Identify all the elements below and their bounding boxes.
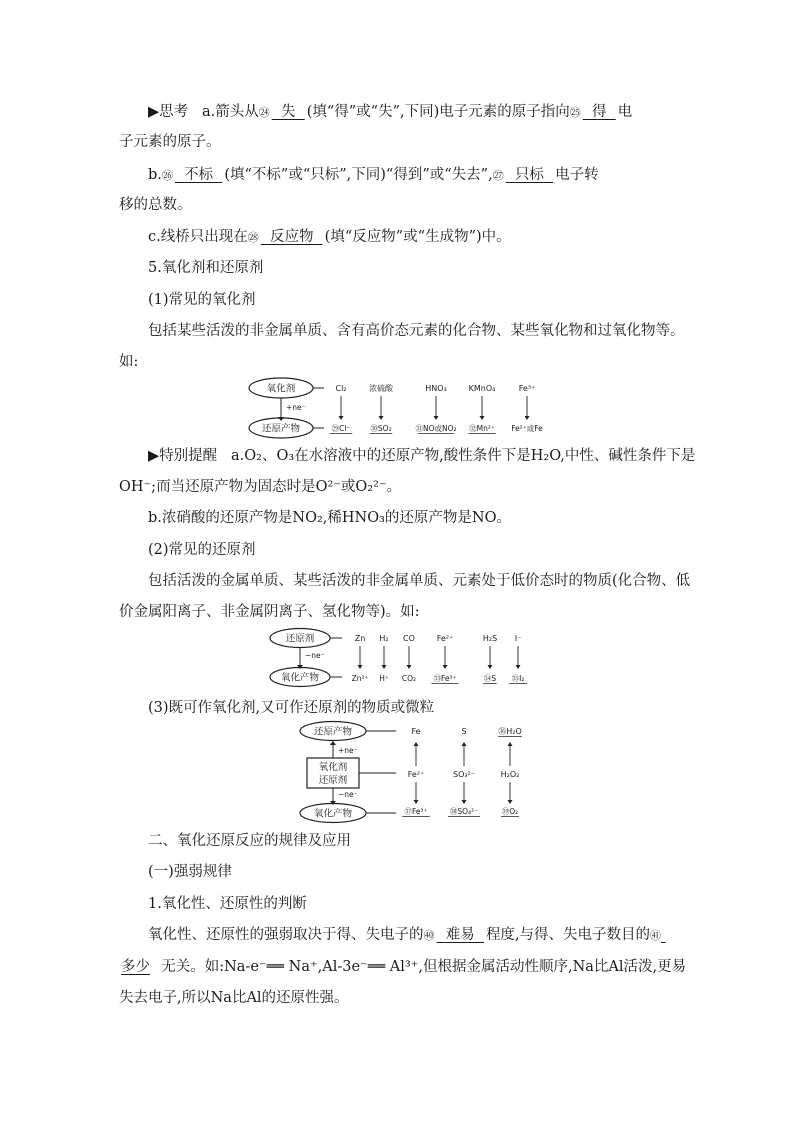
think-line-b-cont: 移的总数。	[119, 197, 192, 213]
part2-item1: 1.氧化性、还原性的判断	[148, 896, 307, 912]
think-a-prefix: a.箭头从	[201, 104, 259, 120]
tip-label: ▶特别提醒	[148, 448, 218, 464]
tip-line-b: b.浓硝酸的还原产物是NO₂,稀HNO₃的还原产物是NO。	[148, 510, 511, 526]
reductant-item: H₂S	[482, 634, 498, 643]
blank-number: ㊵	[423, 929, 435, 942]
arrow-head	[508, 742, 513, 746]
arrow-label: −ne⁻	[305, 651, 325, 660]
section5-p1b: 如:	[119, 354, 139, 370]
oxidant-diagram	[246, 376, 566, 440]
tip-line-a	[148, 446, 695, 466]
part2-title: 二、氧化还原反应的规律及应用	[148, 833, 351, 849]
oxidation-product-item: CO₂	[401, 674, 417, 683]
box-line1: 氧化剂	[318, 762, 348, 773]
arrow-head	[414, 742, 419, 746]
section5-sub2: (2)常见的还原剂	[148, 542, 256, 558]
reductant-item: I⁻	[514, 634, 522, 643]
think-line-b	[148, 165, 599, 186]
part2-p2-suffix: 无关。如:Na-e⁻══ Na⁺,Al-3e⁻══ Al³⁺,但根据金属活动性顺序,Na比Al活泼,更易	[161, 959, 687, 975]
oxidation-product-item: ㊲Fe³⁺	[404, 807, 428, 816]
think-a-suffix: 电	[617, 104, 633, 120]
section5-p2a: 包括活泼的金属单质、某些活泼的非金属单质、元素处于低价态时的物质(化合物、低	[148, 573, 691, 589]
oxidant-item: 浓硫酸	[369, 384, 393, 393]
answer-24: 失	[280, 104, 296, 120]
section5-p1a: 包括某些活泼的非金属单质、含有高价态元素的化合物、某些氧化物和过氧化物等。	[148, 323, 685, 339]
oxidation-product-item: ㊳SO₄²⁻	[449, 807, 479, 816]
oxidation-product-item: H⁺	[379, 674, 389, 683]
oxidation-product-item: Zn²⁺	[351, 674, 369, 683]
answer-25: 得	[591, 104, 607, 120]
oxidation-product-item: ㉞S	[483, 674, 497, 683]
oxidant-item: HNO₃	[425, 384, 447, 393]
arrow-head	[516, 665, 521, 669]
think-line-c	[148, 227, 511, 248]
arrow-head	[382, 665, 387, 669]
blank-number: ㉖	[161, 169, 173, 182]
think-label: ▶思考	[148, 104, 189, 120]
think-line-a-cont: 子元素的原子。	[119, 134, 221, 150]
oval-reduction-product-label: 还原产物	[313, 726, 353, 738]
reductant-item: H₂	[379, 634, 389, 643]
reductant-item: Zn	[354, 634, 366, 643]
think-b-prefix: b.	[148, 167, 162, 183]
part2-line1	[148, 925, 666, 946]
box-line2: 还原剂	[318, 775, 348, 786]
part2-p-mid: 程度,与得、失电子数目的	[485, 927, 651, 943]
label-down: −ne⁻	[338, 790, 358, 799]
oval-oxidation-product-label: 氧化产物	[313, 808, 353, 820]
oval-reduction-product-label: 还原产物	[261, 423, 301, 435]
reduction-product-item: Fe²⁺或Fe	[511, 424, 543, 433]
think-line-a	[148, 102, 632, 123]
blank-number: ㉕	[569, 106, 581, 119]
oxidation-product-item: ㊴O₂	[501, 807, 519, 816]
reduction-product-item: ㊱H₂O	[498, 727, 522, 736]
arrow-head	[434, 416, 439, 420]
section5-sub3: (3)既可作氧化剂,又可作还原剂的物质或微粒	[148, 700, 435, 716]
oxidant-item: Fe³⁺	[518, 384, 536, 393]
arrow-head	[407, 665, 412, 669]
think-a-mid: (填“得”或“失”,下同)电子元素的原子指向	[306, 104, 570, 120]
arrow-label: +ne⁻	[286, 403, 306, 412]
section5-p2b: 价金属阳离子、非金属阴离子、氢化物等)。如:	[119, 604, 420, 620]
answer-28: 反应物	[269, 229, 314, 245]
arrow-head	[462, 742, 467, 746]
arrow-head	[443, 665, 448, 669]
part2-p-prefix: 氧化性、还原性的强弱取决于得、失电子的	[148, 927, 424, 943]
answer-41: 多少	[121, 959, 150, 975]
oval-oxidant-label: 氧化剂	[266, 383, 296, 395]
dual-role-item: H₂O₂	[500, 770, 520, 779]
oval-oxidation-product-label: 氧化产物	[280, 672, 320, 684]
section5-title: 5.氧化剂和还原剂	[148, 260, 264, 276]
blank-number: ㉔	[258, 106, 270, 119]
think-b-mid: (填“不标”或“只标”,下同)“得到”或“失去”,	[224, 167, 493, 183]
blank-number: ㉗	[492, 169, 504, 182]
oval-reductant-label: 还原剂	[285, 633, 315, 645]
arrow-head	[358, 665, 363, 669]
think-c-suffix: (填“反应物”或“生成物”)中。	[324, 229, 511, 245]
arrow-head	[480, 416, 485, 420]
blank-number: ㊶	[650, 929, 662, 942]
part2-line2	[119, 957, 686, 977]
label-up: +ne⁻	[338, 746, 358, 755]
arrow-head	[339, 416, 344, 420]
arrow-head	[414, 800, 419, 804]
dual-role-diagram	[296, 720, 536, 824]
blank-number: ㉘	[247, 231, 259, 244]
answer-26: 不标	[184, 167, 214, 183]
reduction-product-item: ㉜Mn²⁺	[469, 424, 495, 433]
part2-line3: 失去电子,所以Na比Al的还原性强。	[119, 990, 349, 1006]
reduction-product-item: S	[461, 727, 467, 736]
think-c-prefix: c.线桥只出现在	[148, 229, 248, 245]
answer-27: 只标	[514, 167, 544, 183]
reduction-product-item: Fe	[411, 727, 421, 736]
dual-role-item: Fe²⁺	[407, 770, 425, 779]
part2-sub: (一)强弱规律	[148, 864, 232, 880]
arrow-head	[525, 416, 530, 420]
oxidation-product-item: ㉟I₂	[511, 674, 525, 683]
arrow-head	[508, 800, 513, 804]
oxidant-item: KMnO₄	[468, 384, 496, 393]
arrow-head	[488, 665, 493, 669]
reductant-item: Fe²⁺	[436, 634, 454, 643]
think-b-suffix: 电子转	[555, 167, 599, 183]
arrow-head	[379, 416, 384, 420]
dual-role-item: SO₃²⁻	[452, 770, 476, 779]
answer-40: 难易	[445, 927, 475, 943]
reduction-product-item: ㉙Cl⁻	[331, 424, 351, 433]
tip-line-a2: OH⁻;而当还原产物为固态时是O²⁻或O₂²⁻。	[119, 479, 402, 495]
reductant-diagram	[268, 627, 538, 689]
reduction-product-item: ㉚SO₂	[370, 424, 392, 433]
arrow-head	[462, 800, 467, 804]
reductant-item: CO	[403, 634, 415, 643]
reduction-product-item: ㉛NO或NO₂	[415, 424, 457, 433]
oxidation-product-item: ㉝Fe³⁺	[433, 674, 457, 683]
section5-sub1: (1)常见的氧化剂	[148, 292, 256, 308]
tip-a: a.O₂、O₃在水溶液中的还原产物,酸性条件下是H₂O,中性、碱性条件下是	[230, 448, 696, 464]
oxidant-item: Cl₂	[335, 384, 347, 393]
